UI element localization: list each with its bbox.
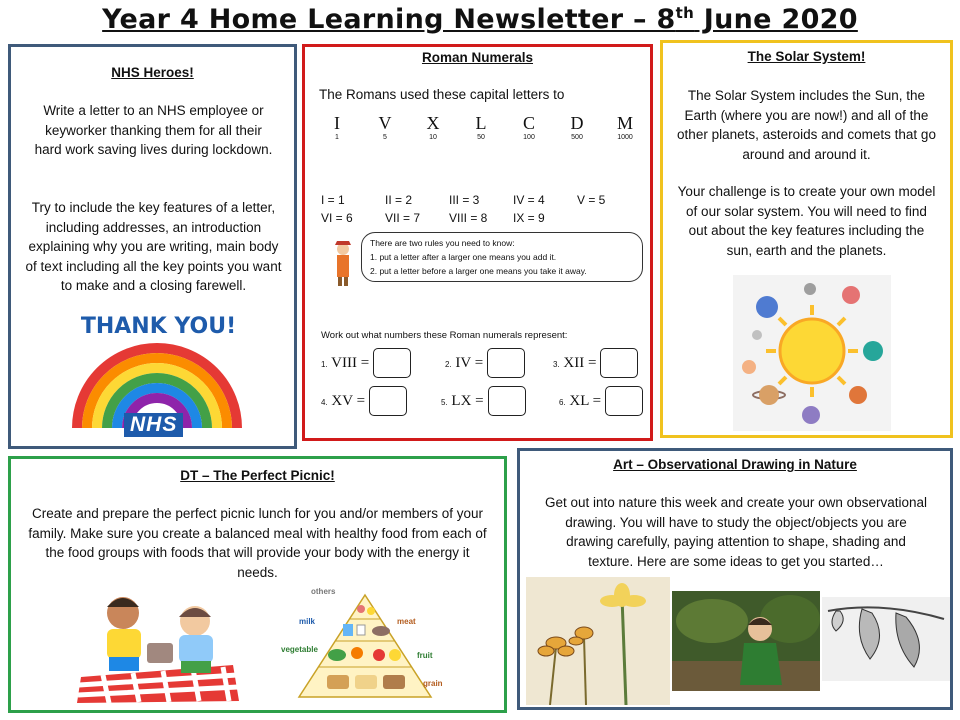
solar-heading: The Solar System! bbox=[747, 49, 866, 64]
pyramid-label-fruit: fruit bbox=[417, 651, 433, 660]
thank-you-text: THANK YOU! bbox=[80, 314, 237, 339]
equivalence: IV = 4 bbox=[513, 193, 545, 207]
answer-box[interactable] bbox=[488, 386, 526, 416]
roman-heading: Roman Numerals bbox=[421, 50, 534, 65]
question: 3. XII = bbox=[553, 348, 663, 378]
dt-heading: DT – The Perfect Picnic! bbox=[180, 468, 335, 483]
answer-box[interactable] bbox=[369, 386, 407, 416]
art-text: Get out into nature this week and create your own observational drawing. You will have to study the object/objects you are drawing carefully, paying attention to shape, shading and texture. Here are some ideas to get you started… bbox=[545, 495, 927, 569]
equivalence: VIII = 8 bbox=[449, 211, 488, 225]
answer-box[interactable] bbox=[487, 348, 525, 378]
roman-letters bbox=[317, 113, 645, 141]
pyramid-label-milk: milk bbox=[299, 617, 316, 626]
equivalence: I = 1 bbox=[321, 193, 345, 207]
roman-equivalents bbox=[321, 193, 641, 225]
leaf-drawing-image bbox=[822, 597, 950, 681]
newsletter-title: Year 4 Home Learning Newsletter – 8th June 2020 bbox=[102, 4, 858, 35]
rule-1: 1. put a letter after a larger one means you add it. bbox=[370, 252, 557, 262]
roman-intro: The Romans used these capital letters to bbox=[319, 87, 565, 102]
equivalence: II = 2 bbox=[385, 193, 413, 207]
solar-text-2: Your challenge is to create your own model of our solar system. You will need to find out about the key features including the sun, earth and the planets. bbox=[677, 184, 936, 258]
question: 5. LX = bbox=[441, 386, 551, 416]
rules-intro: There are two rules you need to know: bbox=[370, 238, 515, 248]
equivalence: V = 5 bbox=[577, 193, 606, 207]
answer-box[interactable] bbox=[600, 348, 638, 378]
food-pyramid-image bbox=[281, 579, 449, 703]
solar-system-panel bbox=[660, 40, 953, 438]
work-out-instructions: Work out what numbers these Roman numerals represent: bbox=[321, 330, 568, 341]
solar-text-1: The Solar System includes the Sun, the Earth (where you are now!) and all of the other planets, asteroids and comets that go around and around it. bbox=[677, 88, 936, 162]
pyramid-label-others: others bbox=[311, 587, 336, 596]
equivalence: III = 3 bbox=[449, 193, 480, 207]
answer-box[interactable] bbox=[605, 386, 643, 416]
pyramid-label-meat: meat bbox=[397, 617, 416, 626]
nhs-heading: NHS Heroes! bbox=[111, 65, 194, 80]
nhs-logo: NHS bbox=[124, 413, 183, 437]
question: 1. VIII = bbox=[321, 348, 431, 378]
answer-box[interactable] bbox=[373, 348, 411, 378]
pyramid-label-vegetable: vegetable bbox=[281, 645, 318, 654]
roman-soldier-icon bbox=[327, 239, 357, 287]
roman-numerals-panel bbox=[302, 44, 653, 441]
question: 2. IV = bbox=[445, 348, 555, 378]
roman-letter: M 1000 bbox=[616, 113, 633, 141]
art-heading: Art – Observational Drawing in Nature bbox=[613, 457, 857, 472]
solar-system-image bbox=[733, 275, 891, 431]
child-in-nature-image bbox=[672, 591, 820, 691]
rules-bubble bbox=[361, 232, 643, 282]
roman-letter: V 5 bbox=[378, 113, 392, 141]
question: 4. XV = bbox=[321, 386, 431, 416]
nhs-text-1: Write a letter to an NHS employee or keyworker thanking them for all their hard work saving lives during lockdown. bbox=[34, 103, 273, 157]
question: 6. XL = bbox=[559, 386, 669, 416]
art-panel bbox=[517, 448, 953, 710]
equivalence: VI = 6 bbox=[321, 211, 353, 225]
equivalence: VII = 7 bbox=[385, 211, 421, 225]
nhs-text-2: Try to include the key features of a letter, including addresses, an introduction explaining why you are writing, main body of text including all the key points you want to make and a closing farewell. bbox=[25, 200, 282, 293]
flower-drawing-image bbox=[526, 577, 670, 705]
roman-letter: I 1 bbox=[334, 113, 340, 141]
dt-text: Create and prepare the perfect picnic lunch for you and/or members of your family. Make sure you create a balanced meal with healthy food from each of the food groups with foods that will provide your body with the energy it needs. bbox=[28, 506, 487, 580]
roman-letter: L 50 bbox=[475, 113, 487, 141]
dt-picnic-panel bbox=[8, 456, 507, 713]
roman-letter: C 100 bbox=[522, 113, 535, 141]
picnic-children-image bbox=[73, 585, 241, 705]
pyramid-label-grain: grain bbox=[423, 679, 443, 688]
roman-letter: D 500 bbox=[570, 113, 584, 141]
roman-letter: X 10 bbox=[426, 113, 440, 141]
rule-2: 2. put a letter before a larger one means you take it away. bbox=[370, 266, 587, 276]
nhs-heroes-panel bbox=[8, 44, 297, 449]
equivalence: IX = 9 bbox=[513, 211, 545, 225]
